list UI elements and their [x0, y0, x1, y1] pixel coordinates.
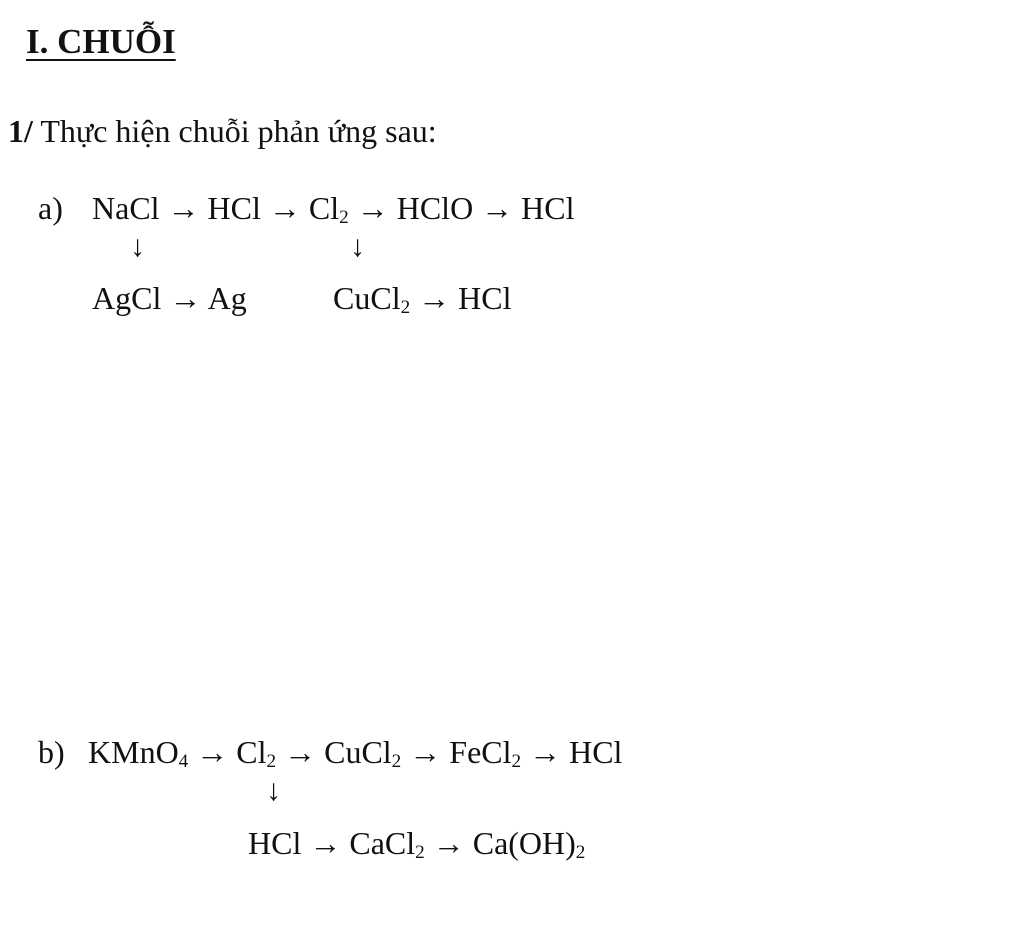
reaction-arrow: →: [401, 734, 450, 770]
question-text: Thực hiện chuỗi phản ứng sau:: [40, 113, 437, 149]
subscript: 2: [415, 842, 425, 864]
part-b-label: b): [38, 734, 65, 770]
chemical-species: KMnO$_4$: [88, 734, 189, 773]
chemical-species: HCl: [248, 825, 302, 861]
reaction-arrow: →: [521, 734, 570, 770]
subscript: 2: [400, 297, 411, 319]
subscript: 2: [266, 751, 277, 773]
chemical-species: AgCl: [92, 280, 162, 316]
part-a-label: a): [38, 190, 63, 226]
reaction-arrow: →: [424, 825, 473, 861]
part-b-main-chain: [88, 734, 623, 773]
chemical-species: HCl: [569, 734, 623, 770]
chemical-species: CaCl$_2$: [349, 825, 425, 864]
question-1: [8, 115, 437, 147]
subscript: 2: [391, 751, 402, 773]
subscript: 2: [511, 751, 522, 773]
chemical-species: $Cl_2$: [236, 734, 277, 773]
reaction-arrow: →: [410, 280, 459, 316]
chemical-species: $Ca(OH)_2$: [472, 825, 586, 864]
part-a-branch-2: [333, 280, 512, 319]
section-heading: I. CHUỖI: [26, 22, 176, 61]
chemical-species: NaCl: [92, 190, 160, 226]
part-b-down-arrow: ↓: [266, 774, 281, 807]
reaction-arrow: →: [159, 190, 208, 226]
part-a-down-arrow-2: ↓: [350, 230, 365, 263]
chemical-species: $Cl_2$: [308, 190, 349, 229]
chemical-species: CuCl$_2$: [333, 280, 411, 319]
chemical-species: HCl: [458, 280, 512, 316]
reaction-arrow: →: [161, 280, 208, 316]
reaction-arrow: →: [473, 190, 522, 226]
chemical-species: HCl: [521, 190, 575, 226]
reaction-arrow: →: [276, 734, 325, 770]
part-a-down-arrow-1: ↓: [130, 230, 145, 263]
reaction-arrow: →: [301, 825, 350, 861]
chemical-species: HCl: [207, 190, 261, 226]
subscript: 4: [178, 751, 189, 773]
part-a-main-chain: [92, 190, 575, 229]
chemical-species: HClO: [396, 190, 474, 226]
part-a-branch-1: [92, 282, 247, 314]
subscript: 2: [339, 207, 349, 229]
chemical-species: FeCl$_2$: [449, 734, 522, 773]
chemical-species: CuCl$_2$: [324, 734, 402, 773]
subscript: 2: [575, 842, 586, 864]
part-b-branch: [248, 825, 586, 864]
reaction-arrow: →: [348, 190, 397, 226]
chemical-species: Ag: [207, 280, 247, 316]
reaction-arrow: →: [260, 190, 309, 226]
question-number: 1/: [8, 113, 33, 149]
reaction-arrow: →: [188, 734, 237, 770]
